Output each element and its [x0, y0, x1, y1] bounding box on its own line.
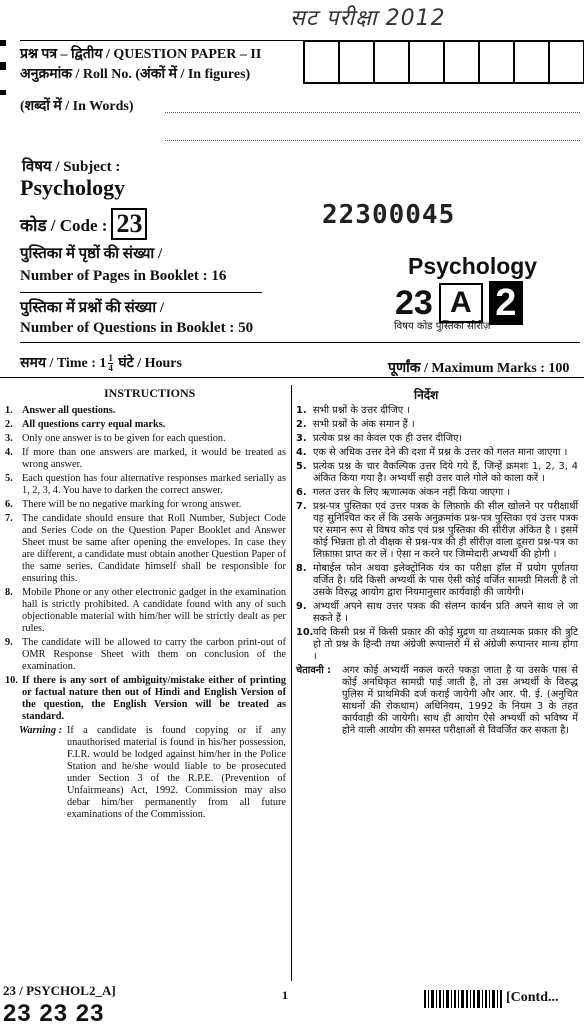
instructions-number: 9. — [5, 637, 13, 648]
paper-series-subject: Psychology — [408, 253, 538, 279]
roll-no-label: अनुक्रमांक / Roll No. (अंकों में / In figures) — [20, 67, 251, 82]
handwritten-note: सट परीक्षा 2012 — [290, 6, 446, 31]
instructions-hindi — [296, 405, 578, 737]
nirdesh-number: 5. — [296, 461, 307, 472]
instructions-item — [5, 499, 286, 511]
roll-words-label: (शब्दों में / In Words) — [20, 99, 134, 114]
subject-label: विषय / Subject : — [22, 159, 121, 175]
nirdesh-text: सभी प्रश्नों के अंक समान हैं । — [313, 419, 415, 430]
nirdesh-text: प्रत्येक प्रश्न के चार वैकल्पिक उत्तर दिये गये हैं, जिन्हें क्रमशः 1, 2, 3, 4 अंकित किया गया है। अभ्यर्थी सही उत्तर वाले गोले को काला करें । — [313, 461, 578, 484]
continued-label: [Contd... — [506, 990, 559, 1005]
nirdesh-number: 4. — [296, 447, 307, 458]
code-row — [20, 208, 147, 240]
header-bar-1 — [0, 40, 6, 46]
nirdesh-number: 10. — [296, 627, 314, 638]
nirdesh-text: प्रत्येक प्रश्न का केवल एक ही उत्तर दीजिए। — [313, 433, 463, 444]
nirdesh-text: एक से अधिक उत्तर देने की दशा में प्रश्न के उत्तर को गलत माना जाएगा । — [313, 447, 568, 458]
code-label: कोड / Code : — [20, 215, 108, 235]
chetavani-text: अगर कोई अभ्यर्थी नकल करते पकड़ा जाता है या उसके पास से कोई अनधिकृत सामग्री पाई जाती है, तो उस अभ्यर्थी के विरुद्ध पुलिस में प्राथमिकी दर्ज कराई जायेगी और आर. पी. ई. (अनुचित साधनों की रोकथाम) अधिनियम, 1992 के नियम 3 के तहत कार्यवाही की जायेगी। साथ ही आयोग ऐसे अभ्यर्थी को भविष्य में होने वाली आयोग की समस्त परीक्षाओं से विवर्जित कर सकता है। — [342, 665, 578, 736]
instructions-item — [5, 513, 286, 585]
instructions-number: 5. — [5, 473, 13, 484]
nirdesh-text: प्रश्न-पत्र पुस्तिका एवं उत्तर पत्रक के लिफ़ाफ़े की सील खोलने पर परीक्षार्थी यह सुनिश्चित कर लें कि उसके अनुक्रमांक प्रश्न-पत्र पुस्तिका एवं उत्तर पत्रक पर समान रूप से विषय कोड एवं प्रश्न पुस्तिका की सीरीज़ अंकित है । इसमें कोई भिन्नता हो तो वीक्षक से प्रश्न-पत्र की ही सीरीज़ वाला दूसरा प्रश्न-पत्र का लिफ़ाफ़ा प्राप्त कर लें । ऐसा न करने पर जिम्मेदारी अभ्यर्थी की होगी । — [313, 501, 578, 560]
instructions-text: Only one answer is to be given for each question. — [22, 433, 226, 444]
instructions-item — [5, 637, 286, 673]
roll-words-line[interactable] — [165, 112, 580, 113]
barcode-image — [424, 990, 502, 1008]
paper-title: प्रश्न पत्र – द्वितीय / QUESTION PAPER – II — [20, 47, 262, 62]
paper-series-paper: 2 — [489, 281, 523, 325]
time-rule-top — [20, 342, 580, 343]
instructions-text: The candidate will be allowed to carry the carbon print-out of OMR Response Sheet with them on conclusion of the examination. — [22, 637, 286, 672]
roll-box[interactable] — [478, 40, 515, 84]
instructions-title: INSTRUCTIONS — [104, 386, 196, 400]
instructions-text: There will be no negative marking for wrong answer. — [22, 499, 242, 510]
barcode-number: 22300045 — [322, 200, 456, 230]
nirdesh-number: 6. — [296, 487, 307, 498]
nirdesh-item — [296, 563, 578, 599]
nirdesh-item — [296, 433, 578, 445]
warning-label: Warning : — [19, 725, 63, 736]
instructions-text: If more than one answers are marked, it would be treated as wrong answer. — [22, 447, 286, 470]
roll-box[interactable] — [548, 40, 584, 84]
nirdesh-text: सभी प्रश्नों के उत्तर दीजिए । — [313, 405, 411, 416]
nirdesh-number: 8. — [296, 563, 307, 574]
roll-box[interactable] — [443, 40, 480, 84]
warning-text: If a candidate is found copying or if any unauthorised material is found in his/her possession, F.I.R. would be lodged against him/her in the Police Station and he/she would liable to be prosecuted under Section 3 of the R.P.E. (Prevention of Unfairmeans) Act, 1992. Commission may also debar him/her permanently from all future examinations of the Commission. — [67, 725, 286, 820]
instructions-item — [5, 473, 286, 497]
paper-series-letter: A — [439, 283, 483, 323]
instructions-number: 3. — [5, 433, 13, 444]
instructions-item — [5, 405, 286, 417]
nirdesh-item — [296, 461, 578, 485]
header-rule — [20, 40, 305, 41]
nirdesh-item — [296, 501, 578, 561]
nirdesh-text: अभ्यर्थी अपने साथ उत्तर पत्रक की संलग्न कार्बन प्रति अपने साथ ले जा सकते हैं । — [313, 601, 578, 624]
nirdesh-item — [296, 627, 578, 663]
instructions-number: 10. — [5, 675, 18, 686]
instructions-number: 1. — [5, 405, 13, 416]
instructions-number: 6. — [5, 499, 13, 510]
instructions-rule — [0, 377, 584, 378]
roll-box[interactable] — [373, 40, 410, 84]
nirdesh-number: 9. — [296, 601, 307, 612]
time-label: समय / Time : 1 $\frac{1}{4}$ घंटे / Hours — [20, 353, 182, 374]
footer-big-code: 23 23 23 — [3, 1000, 105, 1027]
instructions-item — [5, 587, 286, 635]
nirdesh-item — [296, 447, 578, 459]
warning-block — [5, 725, 286, 821]
nirdesh-text: यदि किसी प्रश्न में किसी प्रकार की कोई मुद्रण या तथ्यात्मक प्रकार की त्रुटि हो तो प्रश्न के हिन्दी तथा अंग्रेजी रूपान्तरों में से अंग्रेजी रूपान्तर मान्य होगा । — [313, 627, 578, 662]
instructions-text: Mobile Phone or any other electronic gadget in the examination hall is strictly prohibited. A candidate found with any of such objectionable material with him/her will be strictly dealt as per rules. — [22, 587, 286, 634]
instructions-number: 4. — [5, 447, 13, 458]
instructions-item — [5, 447, 286, 471]
page-number: 1 — [282, 988, 288, 1002]
instructions-item — [5, 433, 286, 445]
nirdesh-number: 2. — [296, 419, 307, 430]
roll-box[interactable] — [513, 40, 550, 84]
header-bar-2 — [0, 62, 6, 70]
questions-hindi: पुस्तिका में प्रश्नों की संख्या / — [20, 300, 165, 316]
paper-series-label: विषय कोड पुस्तिका सीरीज़ — [394, 321, 491, 332]
roll-box[interactable] — [303, 40, 340, 84]
questions-english: Number of Questions in Booklet : 50 — [20, 320, 254, 336]
nirdesh-number: 1. — [296, 405, 307, 416]
pages-english: Number of Pages in Booklet : 16 — [20, 268, 227, 284]
max-marks: पूर्णांक / Maximum Marks : 100 — [388, 361, 570, 376]
roll-words-line-2[interactable] — [165, 140, 580, 141]
instructions-number: 8. — [5, 587, 13, 598]
chetavani-label: चेतावनी : — [296, 665, 332, 676]
footer-code: 23 / PSYCHOL2_A] — [3, 983, 116, 998]
subject-value: Psychology — [20, 175, 126, 200]
instructions-text: If there is any sort of ambiguity/mistake either of printing or factual nature then out of Hindi and English Version of the question, the English Version will be treated as standard. — [22, 675, 286, 722]
paper-series-code: 23 — [395, 283, 433, 322]
instructions-text: The candidate should ensure that Roll Number, Subject Code and Series Code on the Question Paper Booklet and Answer Sheet must be same after opening the envelopes. In case they are different, a candidate must obtain another Question Paper of the same series. Candidate himself shall be responsible for ensuring this. — [22, 513, 286, 584]
pages-hindi: पुस्तिका में पृष्ठों की संख्या / — [20, 246, 163, 262]
nirdesh-item — [296, 487, 578, 499]
roll-box[interactable] — [408, 40, 445, 84]
nirdesh-item — [296, 601, 578, 625]
roll-number-boxes[interactable] — [305, 40, 584, 84]
instructions-number: 7. — [5, 513, 13, 524]
instructions-item — [5, 675, 286, 723]
column-divider — [291, 385, 292, 981]
nirdesh-item — [296, 405, 578, 417]
instructions-number: 2. — [5, 419, 13, 430]
nirdesh-item — [296, 419, 578, 431]
code-value: 23 — [111, 208, 147, 240]
nirdesh-text: गलत उत्तर के लिए ऋणात्मक अंकन नहीं किया जाएगा । — [313, 487, 511, 498]
header-bar-3 — [0, 90, 6, 95]
nirdesh-title: निर्देश — [414, 388, 439, 402]
instructions-english — [5, 405, 286, 821]
nirdesh-number: 7. — [296, 501, 307, 512]
instructions-text: All questions carry equal marks. — [22, 419, 166, 430]
instructions-item — [5, 419, 286, 431]
instructions-text: Each question has four alternative responses marked serially as 1, 2, 3, 4. You have to darken the correct answer. — [22, 473, 286, 496]
nirdesh-text: मोबाईल फोन अथवा इलेक्ट्रोनिक यंत्र का परीक्षा हॉल में प्रयोग पूर्णतया वर्जित है। यदि किसी अभ्यर्थी के पास ऐसी कोई वर्जित सामग्री मिलती है तो उसके विरुद्ध आयोग द्वारा नियमानुसार कार्यवाही की जायेगी। — [313, 563, 578, 598]
instructions-text: Answer all questions. — [22, 405, 116, 416]
nirdesh-number: 3. — [296, 433, 307, 444]
roll-box[interactable] — [338, 40, 375, 84]
chetavani-block — [296, 665, 578, 737]
pages-rule — [20, 292, 262, 293]
